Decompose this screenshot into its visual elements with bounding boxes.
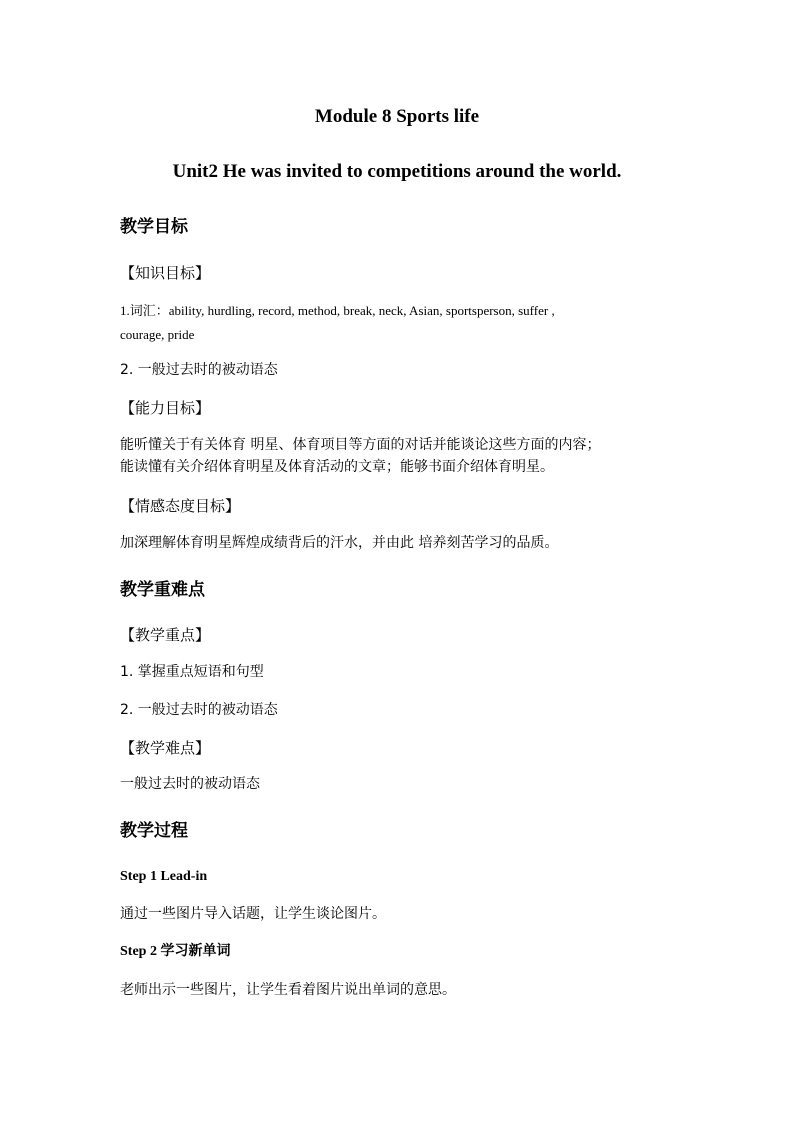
emotion-line: 加深理解体育明星辉煌成绩背后的汗水，并由此 培养刻苦学习的品质。 xyxy=(120,535,559,551)
vocab-line-1: 1.词汇：ability, hurdling, record, method, break, neck, Asian, sportsperson, suffer , xyxy=(120,303,555,318)
step-2-chinese: 学习新单词 xyxy=(160,943,231,959)
goals-heading: 教学目标 xyxy=(120,217,188,237)
step-2-number: Step 2 xyxy=(120,944,161,959)
document-subtitle: Unit2 He was invited to competitions around the world. xyxy=(172,161,622,182)
focus-item-2: 2. 一般过去时的被动语态 xyxy=(120,702,278,718)
ability-line-1: 能听懂关于有关体育 明星、体育项目等方面的对话并能谈论这些方面的内容； xyxy=(120,437,601,453)
step-2-label xyxy=(120,943,230,961)
ability-line-2: 能读懂有关介绍体育明星及体育活动的文章；能够书面介绍体育明星。 xyxy=(120,459,554,475)
vocab-line-2: courage, pride xyxy=(120,327,195,342)
step-2-text: 老师出示一些图片，让学生看着图片说出单词的意思。 xyxy=(120,982,456,998)
grammar-item: 2. 一般过去时的被动语态 xyxy=(120,362,278,378)
document-title: Module 8 Sports life xyxy=(314,106,480,127)
focus-item-1: 1. 掌握重点短语和句型 xyxy=(120,664,264,680)
emotion-goals-heading: 【情感态度目标】 xyxy=(120,497,241,515)
ability-goals-heading: 【能力目标】 xyxy=(120,399,211,417)
step-1-label: Step 1 Lead-in xyxy=(120,869,208,884)
key-points-heading: 教学重难点 xyxy=(120,580,205,600)
teaching-focus-heading: 【教学重点】 xyxy=(120,626,211,644)
step-1-text: 通过一些图片导入话题，让学生谈论图片。 xyxy=(120,906,386,922)
difficulty-line: 一般过去时的被动语态 xyxy=(120,776,260,792)
process-heading: 教学过程 xyxy=(120,821,188,841)
teaching-difficulty-heading: 【教学难点】 xyxy=(120,739,211,757)
knowledge-goals-heading: 【知识目标】 xyxy=(120,264,211,282)
